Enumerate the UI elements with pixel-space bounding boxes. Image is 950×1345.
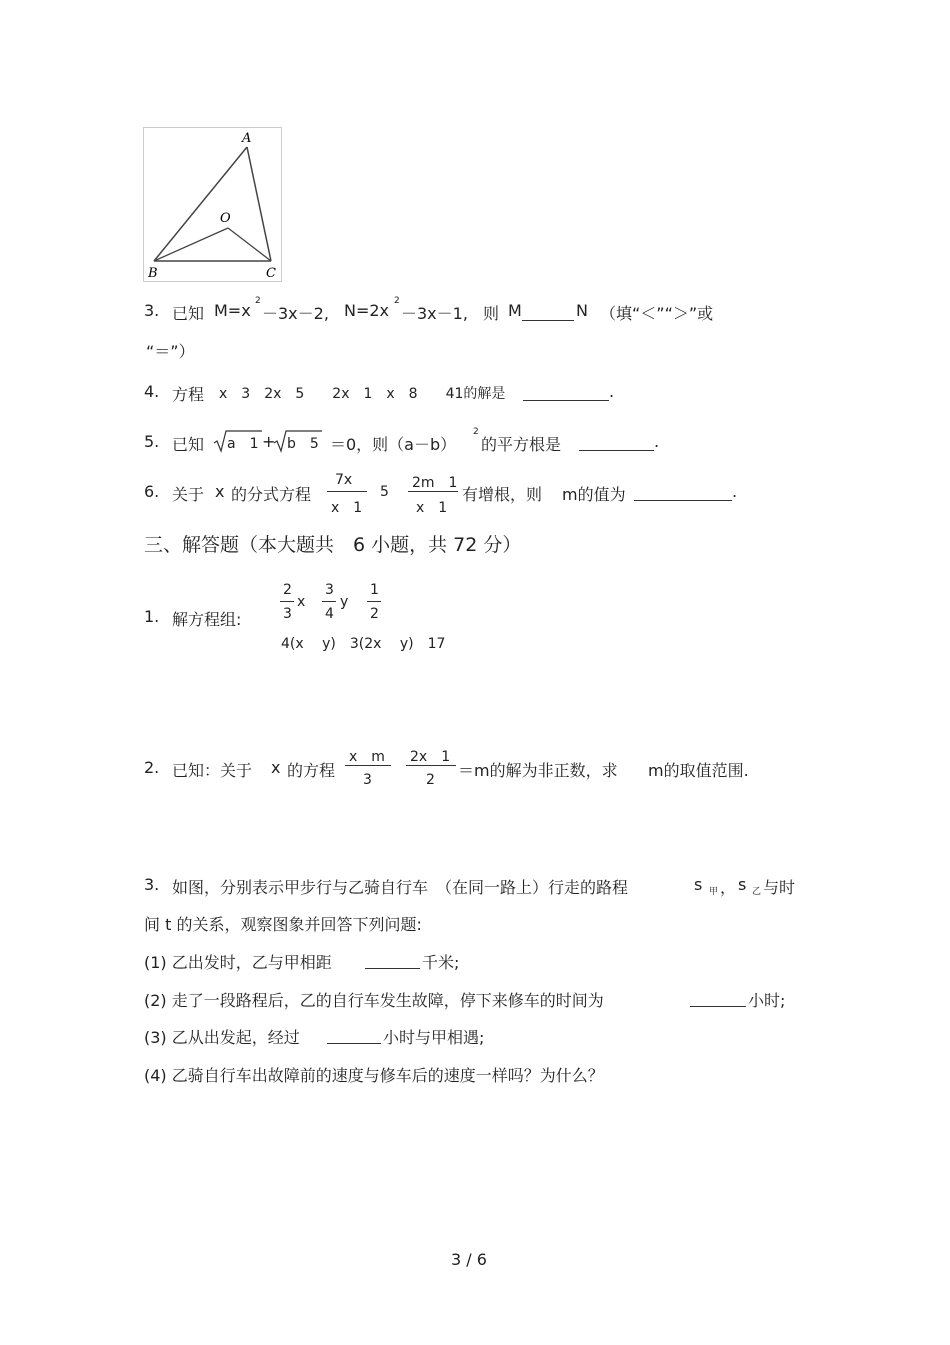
q3-text-f: 则: [483, 304, 500, 323]
p2-number: 2.: [144, 758, 160, 777]
triangle-figure: [143, 127, 282, 282]
q5-number: 5.: [144, 432, 160, 451]
q3-line-2: “＝”）: [146, 342, 195, 361]
p1-b-line: [322, 601, 336, 602]
q4-end: .: [609, 382, 615, 401]
page-number: 3 / 6: [451, 1250, 487, 1269]
label-b: B: [148, 266, 158, 281]
p3-comma: ，: [720, 878, 737, 897]
section-heading: 三、解答题（本大题共 6 小题，共 72 分）: [144, 534, 522, 556]
p1-c-den: 2: [370, 606, 379, 622]
q3-number: 3.: [144, 301, 160, 320]
p3-item-2-pre: (2) 走了一段路程后，乙的自行车发生故障，停下来修车的时间为: [144, 991, 604, 1010]
p2-frac1-den: 3: [363, 772, 372, 788]
p1-c-num: 1: [370, 582, 379, 598]
edge-ac: [247, 147, 271, 261]
p1-label: 解方程组:: [172, 610, 242, 629]
p3-sub-2: 乙: [752, 887, 762, 897]
q3-sup-1: 2: [255, 296, 261, 306]
q6-frac1-den: x 1: [331, 500, 363, 516]
q3-text-b: M=x: [214, 301, 251, 320]
p1-b-den: 4: [325, 606, 334, 622]
q6-frac2-line: [408, 491, 458, 492]
q6-frac1-num: 7x: [335, 472, 353, 488]
p3-item-3-blank: [327, 1027, 381, 1044]
p1-a-den: 3: [283, 606, 292, 622]
p1-b-num: 3: [325, 582, 334, 598]
q6-frac2-den: x 1: [416, 500, 448, 516]
q3-text-a: 已知: [172, 304, 205, 323]
p3-s1: s: [694, 875, 703, 894]
q4-label: 方程: [172, 385, 205, 404]
q5-end: .: [654, 432, 660, 451]
label-c: C: [266, 266, 276, 281]
p3-item-1-post: 千米;: [422, 953, 460, 972]
q5-radicand-2: b 5: [287, 436, 319, 452]
q5-radicand-1: a 1: [227, 436, 259, 452]
edge-bo: [154, 228, 228, 261]
q6-m: m的值为: [562, 485, 626, 504]
p3-item-1-blank: [365, 952, 420, 969]
p3-item-1-pre: (1) 乙出发时，乙与甲相距: [144, 953, 332, 972]
q6-text: 的分式方程: [231, 485, 312, 504]
q4-answer-blank: [523, 384, 609, 401]
p2-frac2-den: 2: [426, 772, 435, 788]
q5-plus: +: [262, 432, 276, 451]
q3-answer-blank: [522, 304, 574, 321]
q3-sup-2: 2: [394, 296, 400, 306]
q3-text-g: M: [508, 301, 522, 320]
q5-answer-blank: [579, 434, 654, 451]
label-a: A: [242, 131, 252, 146]
p3-item-2-blank: [690, 990, 746, 1007]
q3-text-e: －3x－1,: [401, 304, 468, 323]
p2-label: 已知：关于: [172, 761, 253, 780]
q3-text-c: －3x－2,: [262, 304, 329, 323]
p3-line-1: 如图，分别表示甲步行与乙骑自行车 （在同一路上）行走的路程: [172, 878, 629, 897]
q6-frac2-num: 2m 1: [412, 475, 458, 491]
q6-answer-blank: [634, 484, 732, 501]
q5-sup: 2: [473, 427, 479, 437]
q6-frac1-line: [327, 491, 367, 492]
p3-line-2: 间 t 的关系，观察图象并回答下列问题:: [144, 915, 422, 934]
q3-text-d: N=2x: [344, 301, 390, 320]
q6-end: .: [732, 482, 738, 501]
p1-number: 1.: [144, 607, 160, 626]
p3-number: 3.: [144, 875, 160, 894]
p2-frac1-line: [345, 765, 391, 766]
q6-tail: 有增根，则: [462, 485, 543, 504]
q3-text-h: N: [576, 301, 588, 320]
q3-text-i: （填“＜”“＞”或: [600, 304, 714, 323]
q6-label: 关于: [172, 485, 205, 504]
edge-ab: [154, 147, 247, 261]
p3-item-3-pre: (3) 乙从出发起，经过: [144, 1028, 300, 1047]
q6-var: x: [215, 482, 225, 501]
p2-text: 的方程: [287, 761, 336, 780]
q6-number: 6.: [144, 482, 160, 501]
p2-tail-2: m的取值范围.: [648, 761, 749, 780]
p1-a-line: [280, 601, 294, 602]
q6-five: 5: [380, 484, 389, 500]
q5-label: 已知: [172, 435, 205, 454]
p1-y: y: [340, 594, 349, 610]
q5-middle: ＝0，则（a－b）: [330, 435, 457, 454]
p3-s2: s: [738, 875, 747, 894]
p2-frac2-num: 2x 1: [410, 749, 451, 765]
q4-number: 4.: [144, 382, 160, 401]
p1-a-num: 2: [283, 582, 292, 598]
p2-frac1-num: x m: [349, 749, 385, 765]
p3-item-4: (4) 乙骑自行车出故障前的速度与修车后的速度一样吗？为什么？: [144, 1066, 604, 1085]
p3-item-3-post: 小时与甲相遇;: [383, 1028, 485, 1047]
label-o: O: [220, 211, 231, 226]
q4-expression: x 3 2x 5 2x 1 x 8 41的解是: [219, 386, 506, 402]
p3-line-1-end: 与时: [763, 878, 796, 897]
p1-c-line: [367, 601, 381, 602]
p2-var: x: [271, 758, 281, 777]
p1-row-2: 4(x y) 3(2x y) 17: [281, 636, 446, 652]
triangle-diagram: [144, 128, 283, 283]
p3-sub-1: 甲: [709, 887, 719, 897]
p2-tail: ＝m的解为非正数，求: [458, 761, 618, 780]
p3-item-2-post: 小时;: [748, 991, 786, 1010]
p2-frac2-line: [406, 765, 456, 766]
p1-x: x: [297, 594, 306, 610]
q5-end-text: 的平方根是: [481, 435, 562, 454]
